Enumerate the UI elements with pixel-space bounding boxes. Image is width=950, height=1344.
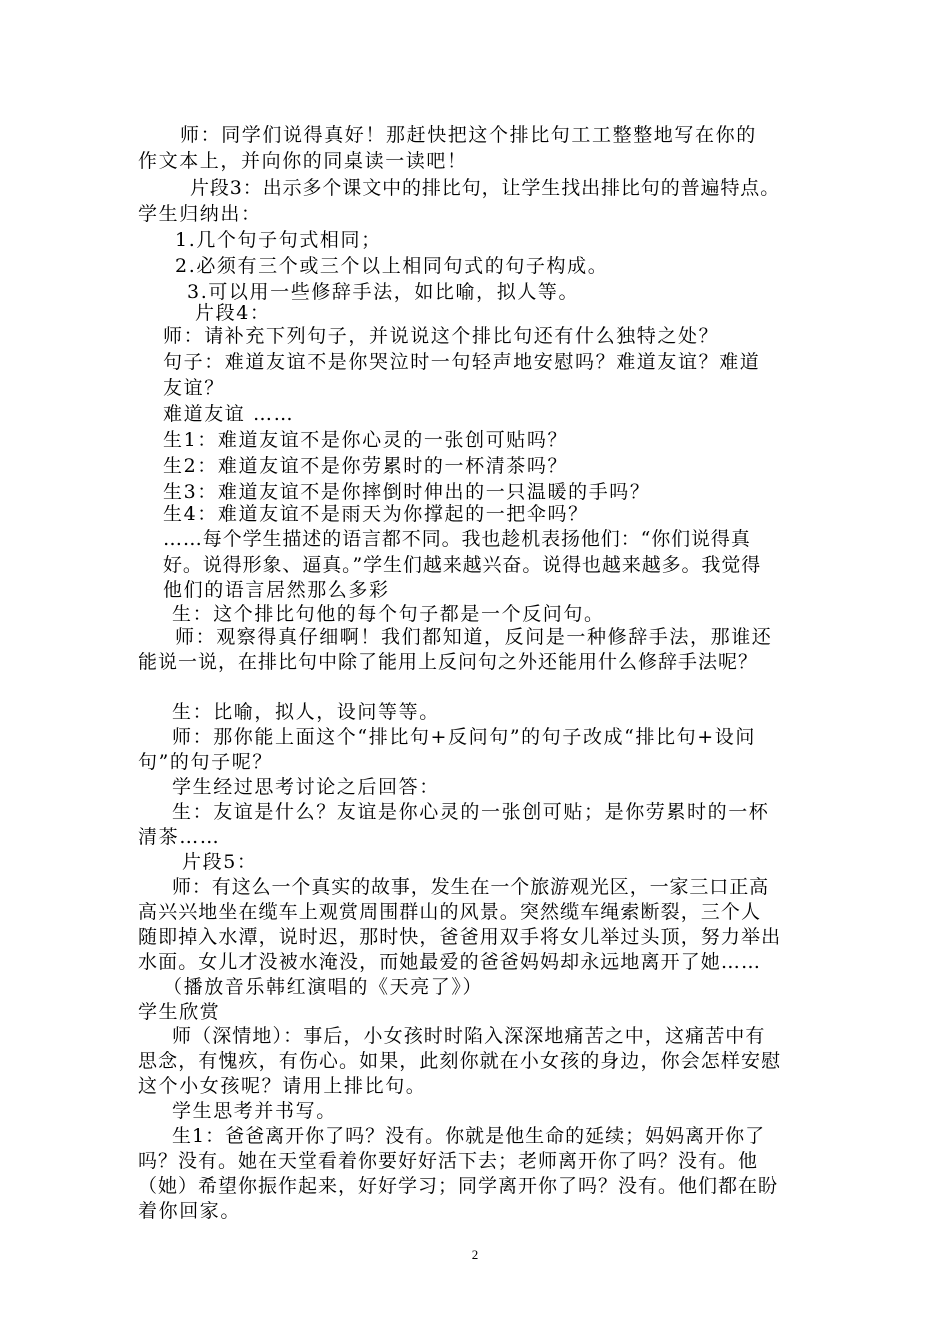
text-line: 思念，有愧疚，有伤心。如果，此刻你就在小女孩的身边，你会怎样安慰 [138, 1050, 782, 1072]
text-line: 师（深情地）：事后，小女孩时时陷入深深地痛苦之中，这痛苦中有 [172, 1025, 766, 1047]
text-line: 生：友谊是什么？友谊是你心灵的一张创可贴；是你劳累时的一杯 [172, 801, 770, 823]
text-line: 学生经过思考讨论之后回答： [172, 776, 440, 798]
section-heading: 片段4： [195, 302, 271, 324]
text-line: 作文本上，并向你的同桌读一读吧！ [138, 150, 468, 172]
text-line: 生2：难道友谊不是你劳累时的一杯清茶吗？ [163, 455, 569, 477]
text-line: 师：有这么一个真实的故事，发生在一个旅游观光区，一家三口正高 [172, 876, 770, 898]
text-line: 师：观察得真仔细啊！我们都知道，反问是一种修辞手法，那谁还 [175, 626, 773, 648]
text-line: 生1：爸爸离开你了吗？没有。你就是他生命的延续；妈妈离开你了 [172, 1125, 766, 1147]
page-number: 2 [471, 1247, 479, 1262]
text-line: 片段3：出示多个课文中的排比句，让学生找出排比句的普遍特点。 [190, 177, 781, 199]
list-item: 1.几个句子句式相同； [175, 229, 382, 251]
text-line: 能说一说，在排比句中除了能用上反问句之外还能用什么修辞手法呢？ [138, 651, 759, 673]
text-line: （播放音乐韩红演唱的《天亮了》） [163, 976, 484, 998]
text-line: 好。说得形象、逼真。”学生们越来越兴奋。说得也越来越多。我觉得 [163, 554, 762, 576]
text-line: 学生归纳出： [138, 203, 262, 225]
text-line: 师：那你能上面这个“排比句+反问句”的句子改成“排比句+设问 [172, 726, 756, 748]
text-line: 吗？没有。她在天堂看着你要好好活下去；老师离开你了吗？没有。他 [138, 1150, 759, 1172]
text-line: 师：同学们说得真好！那赶快把这个排比句工工整整地写在你的 [180, 124, 757, 146]
text-line: 句子：难道友谊不是你哭泣时一句轻声地安慰吗？难道友谊？难道 [163, 351, 761, 373]
text-line: 清茶…… [138, 826, 221, 848]
text-line: 水面。女儿才没被水淹没，而她最爱的爸爸妈妈却永远地离开了她…… [138, 951, 762, 973]
text-line: 学生欣赏 [138, 1001, 221, 1023]
text-line: 高兴兴地坐在缆车上观赏周围群山的风景。突然缆车绳索断裂，三个人 [138, 901, 762, 923]
text-line: （她）希望你振作起来，好好学习；同学离开你了吗？没有。他们都在盼 [138, 1175, 779, 1197]
text-line: 学生思考并书写。 [172, 1100, 337, 1122]
text-line: 难道友谊 …… [163, 403, 295, 425]
text-line: 他们的语言居然那么多彩 [163, 579, 390, 601]
text-line: 生4：难道友谊不是雨天为你撑起的一把伞吗？ [163, 503, 589, 525]
section-heading: 片段5： [182, 851, 258, 873]
list-item: 3.可以用一些修辞手法，如比喻，拟人等。 [187, 281, 580, 303]
text-line: 随即掉入水潭，说时迟，那时快，爸爸用双手将女儿举过头顶，努力举出 [138, 926, 782, 948]
text-line: 句”的句子呢？ [138, 751, 273, 773]
text-line: 师：请补充下列句子，并说说这个排比句还有什么独特之处？ [163, 325, 720, 347]
text-line: 生：比喻，拟人，设问等等。 [172, 701, 440, 723]
text-line: 生1：难道友谊不是你心灵的一张创可贴吗？ [163, 429, 569, 451]
text-line: 生3：难道友谊不是你摔倒时伸出的一只温暖的手吗？ [163, 481, 651, 503]
text-line: 这个小女孩呢？请用上排比句。 [138, 1075, 427, 1097]
text-line: 生：这个排比句他的每个句子都是一个反问句。 [172, 603, 605, 625]
text-line: 着你回家。 [138, 1200, 242, 1222]
text-line: ……每个学生描述的语言都不同。我也趁机表扬他们：“你们说得真 [163, 528, 751, 550]
text-line: 友谊？ [163, 377, 225, 399]
list-item: 2.必须有三个或三个以上相同句式的句子构成。 [175, 255, 609, 277]
